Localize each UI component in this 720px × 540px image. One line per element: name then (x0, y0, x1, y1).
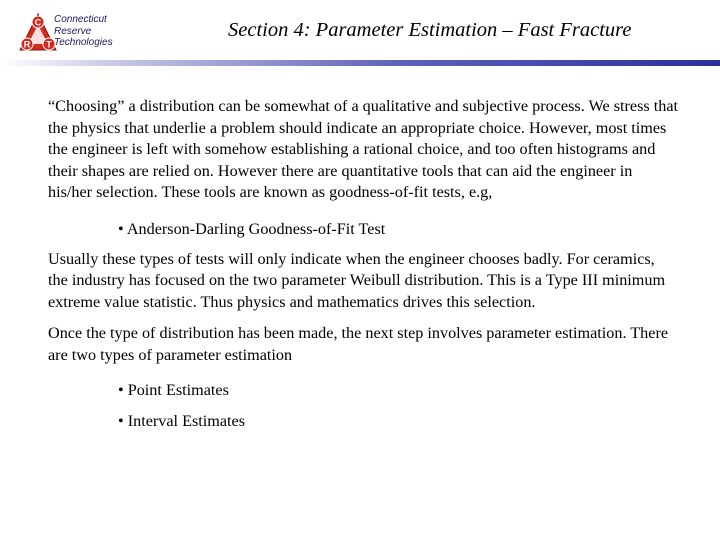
slide-title: Section 4: Parameter Estimation – Fast Fracture (228, 19, 632, 41)
logo-letter-t: T (46, 39, 52, 50)
logo-line-3: Technologies (54, 37, 113, 48)
paragraph-weibull: Usually these types of tests will only indicate when the engineer chooses badly. For ceramics, the industry has focused on the two parameter Weibull distribution. This is a Type III minimum extreme value statistic. Thus physics and mathematics drives this selection. (48, 249, 666, 311)
slide-header (0, 0, 720, 62)
paragraph-parameter-estimation: Once the type of distribution has been made, the next step involves parameter estimation. There are two types of parameter estimation (48, 324, 669, 364)
logo-line-1: Connecticut (54, 14, 107, 25)
slide-body (48, 96, 678, 433)
bullet-interval-estimates: • Interval Estimates (118, 412, 246, 431)
header-gradient-rule (0, 60, 720, 66)
logo-wordmark (54, 14, 113, 49)
bullet-anderson-darling: • Anderson-Darling Goodness-of-Fit Test (118, 219, 386, 238)
paragraph-choosing-distribution: “Choosing” a distribution can be somewhat of a qualitative and subjective process. We stress that the physics that underlie a problem should indicate an appropriate choice. However, most times the engineer is left with somehow establishing a rational choice, and too often histograms and their shapes are relied on. However there are quantitative tools that can aid the engineer in his/her selection. These tools are known as goodness-of-fit tests, e.g, (48, 97, 678, 202)
logo-letter-c: C (34, 17, 42, 28)
bullet-point-estimates: • Point Estimates (118, 380, 229, 399)
crt-logo (18, 12, 128, 54)
crt-triangle-logo-icon (18, 12, 58, 54)
logo-line-2: Reserve (54, 25, 92, 37)
logo-letter-r: R (23, 39, 31, 50)
